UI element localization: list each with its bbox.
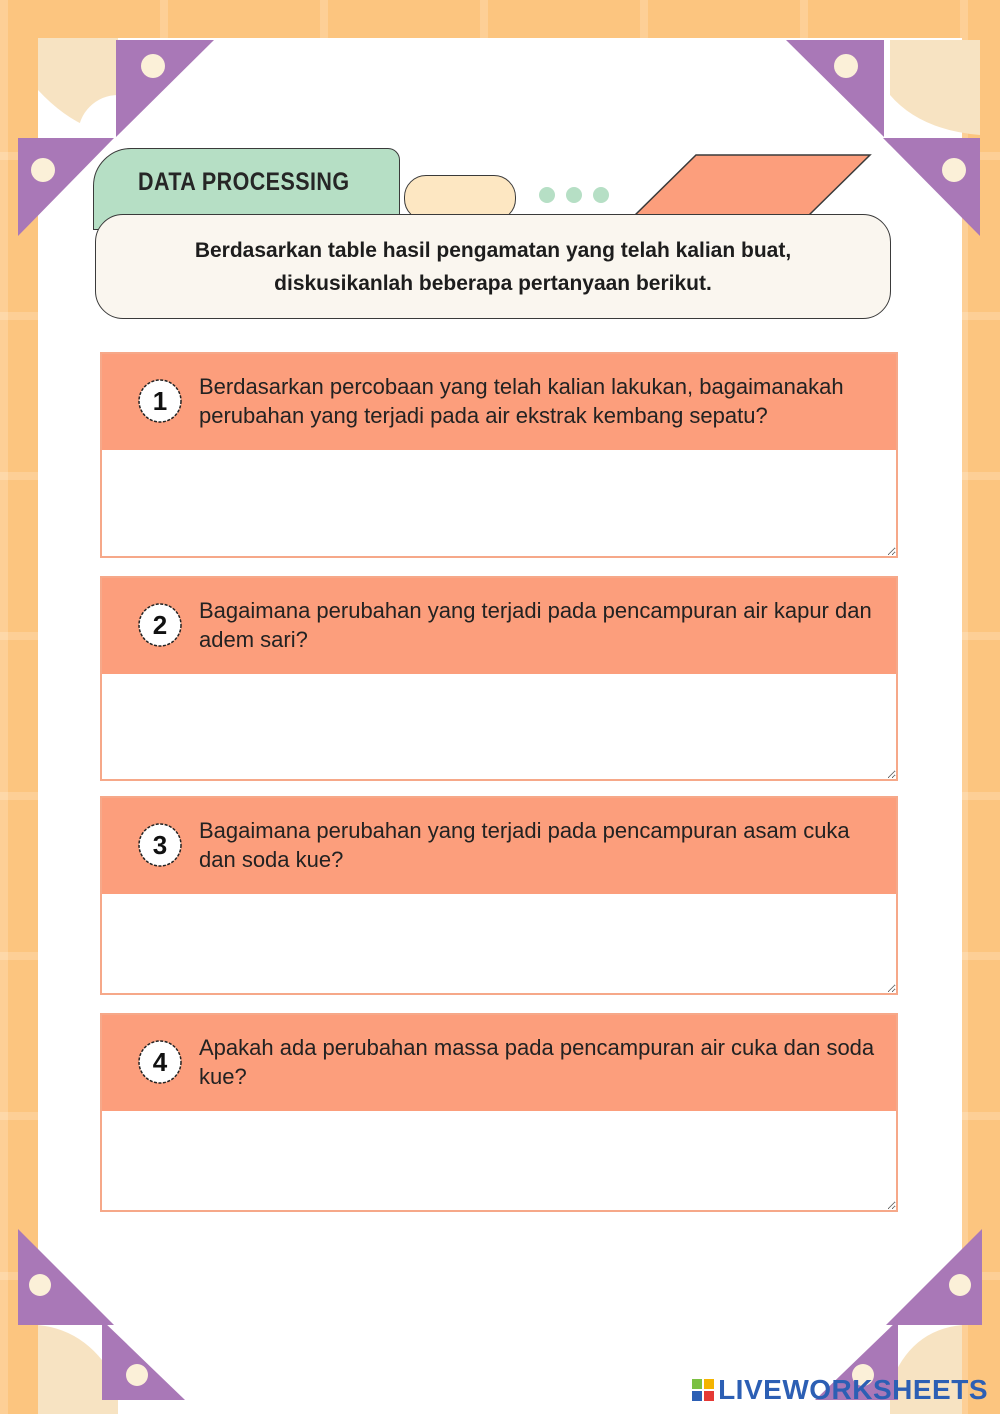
question-card [100, 352, 898, 558]
answer-field[interactable] [102, 674, 896, 779]
decorative-parallelogram [630, 153, 875, 218]
question-number-badge [137, 378, 183, 424]
question-header [102, 578, 896, 674]
liveworksheets-logo-icon [692, 1379, 714, 1401]
question-number: 1 [152, 386, 168, 416]
brand-name: LIVEWORKSHEETS [718, 1374, 988, 1405]
liveworksheets-brand[interactable] [692, 1374, 988, 1406]
question-text: Berdasarkan percobaan yang telah kalian lakukan, bagaimanakah perubahan yang terjadi pada air ekstrak kembang sepatu? [199, 374, 844, 428]
question-text: Bagaimana perubahan yang terjadi pada pencampuran air kapur dan adem sari? [199, 598, 872, 652]
answer-field[interactable] [102, 450, 896, 556]
decorative-dot [593, 187, 609, 203]
decorative-dot [566, 187, 582, 203]
corner-decoration-bottom-left [0, 1225, 230, 1414]
question-number-badge [137, 1039, 183, 1085]
question-number: 4 [152, 1047, 168, 1077]
question-header [102, 798, 896, 894]
page-title: DATA PROCESSING [138, 168, 350, 196]
question-text: Apakah ada perubahan massa pada pencampuran air cuka dan soda kue? [199, 1035, 875, 1089]
question-header [102, 1015, 896, 1111]
answer-field[interactable] [102, 1111, 896, 1210]
question-header [102, 354, 896, 450]
question-card [100, 1013, 898, 1212]
instruction-box: Berdasarkan table hasil pengamatan yang telah kalian buat, diskusikanlah beberapa pertanyaan berikut. [95, 214, 891, 319]
decorative-dot [539, 187, 555, 203]
question-number-badge [137, 822, 183, 868]
question-text: Bagaimana perubahan yang terjadi pada pencampuran asam cuka dan soda kue? [199, 818, 850, 872]
question-card [100, 576, 898, 781]
question-number: 3 [152, 830, 168, 860]
question-number: 2 [152, 610, 168, 640]
question-card [100, 796, 898, 995]
answer-field[interactable] [102, 894, 896, 993]
question-number-badge [137, 602, 183, 648]
